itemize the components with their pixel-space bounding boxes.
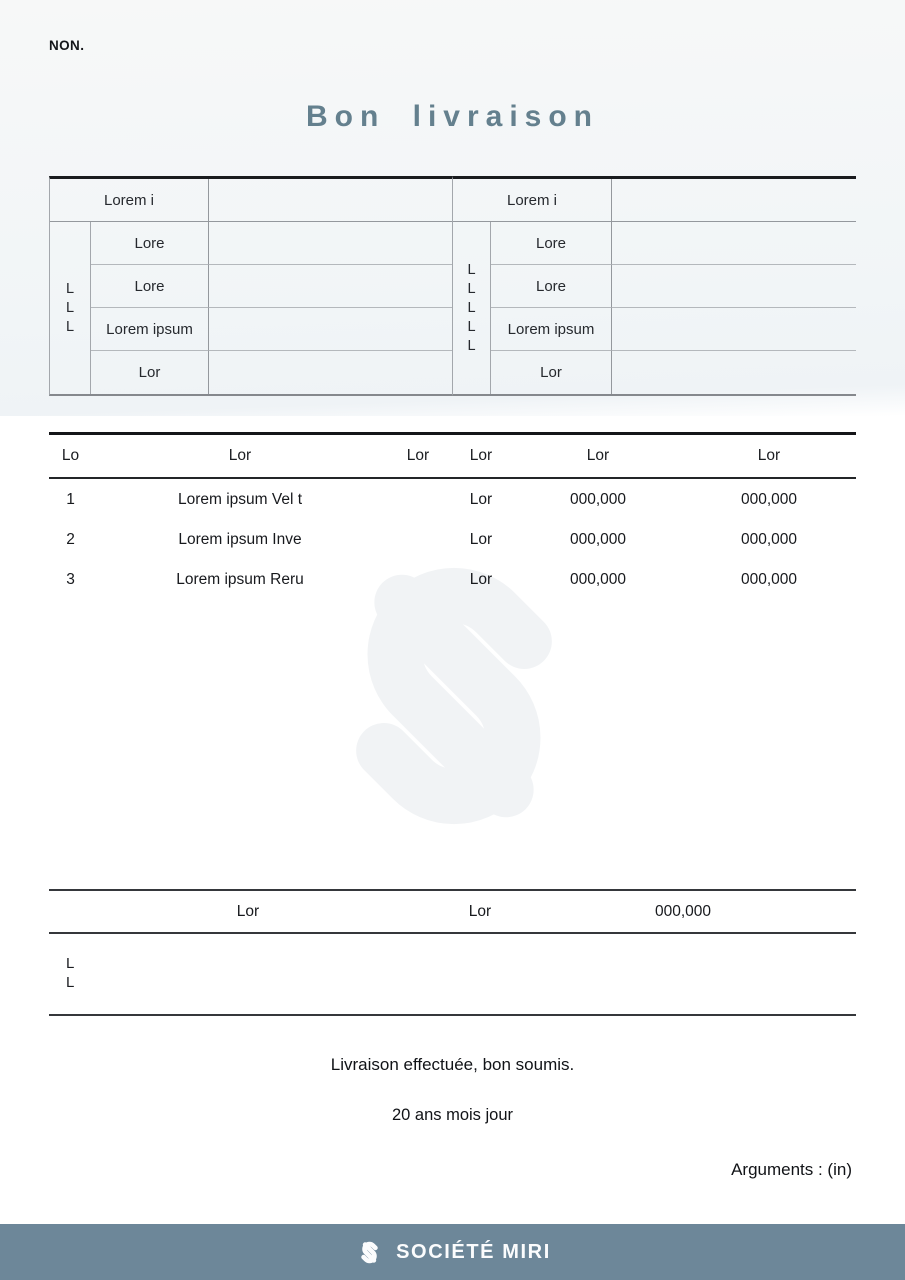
info-table-left bbox=[49, 176, 452, 396]
table-row bbox=[49, 520, 856, 560]
side-letter: L bbox=[467, 337, 476, 354]
item-designation: Lorem ipsum Reru bbox=[176, 571, 304, 588]
totals-row bbox=[49, 889, 856, 934]
info-tables bbox=[49, 176, 856, 396]
item-designation: Lorem ipsum Inve bbox=[178, 531, 302, 548]
column-header: Lor bbox=[406, 447, 430, 464]
column-header: Lor bbox=[757, 447, 781, 464]
item-total: 000,000 bbox=[740, 571, 798, 588]
column-header: Lor bbox=[469, 447, 493, 464]
side-letter: L bbox=[467, 318, 476, 335]
info-left-row-value bbox=[208, 265, 452, 308]
info-right-row-label: Lore bbox=[491, 222, 611, 265]
items-table bbox=[49, 432, 856, 600]
info-left-header-label: Lorem i bbox=[50, 179, 208, 222]
page-title: Bon livraison bbox=[305, 100, 600, 133]
item-qty: 000,000 bbox=[569, 491, 627, 508]
info-right-header-label: Lorem i bbox=[453, 179, 611, 222]
side-letter: L bbox=[65, 318, 75, 335]
note-line: L bbox=[66, 955, 75, 972]
item-qty: 000,000 bbox=[569, 571, 627, 588]
items-table-body bbox=[49, 479, 856, 600]
table-row bbox=[49, 480, 856, 520]
item-qty: 000,000 bbox=[569, 531, 627, 548]
info-right-side-letters bbox=[453, 222, 491, 394]
totals-label: Lor bbox=[236, 902, 260, 920]
s-mark-logo-icon bbox=[354, 1237, 385, 1268]
side-letter: L bbox=[467, 280, 476, 297]
totals-amount: 000,000 bbox=[654, 902, 712, 920]
column-header: Lor bbox=[228, 447, 252, 464]
info-left-side-letters bbox=[50, 222, 91, 394]
info-left-row-label: Lor bbox=[138, 364, 161, 381]
column-header: Lor bbox=[586, 447, 610, 464]
info-right-header-value bbox=[611, 179, 856, 222]
footer-bar bbox=[0, 1224, 905, 1280]
side-letter: L bbox=[467, 261, 476, 278]
notes-section bbox=[49, 932, 856, 1016]
footer-company-name: SOCIÉTÉ MIRI bbox=[396, 1240, 551, 1263]
item-unit: Lor bbox=[469, 571, 493, 588]
item-number: 3 bbox=[66, 571, 75, 588]
items-table-header bbox=[49, 432, 856, 479]
info-left-row-label: Lorem ipsum bbox=[91, 308, 208, 351]
side-letter: L bbox=[65, 280, 75, 297]
info-left-row-label: Lore bbox=[91, 222, 208, 265]
info-right-row-value bbox=[611, 222, 856, 265]
item-number: 1 bbox=[66, 491, 75, 508]
item-unit: Lor bbox=[469, 531, 493, 548]
column-header: Lo bbox=[61, 447, 80, 464]
item-number: 2 bbox=[66, 531, 75, 548]
item-total: 000,000 bbox=[740, 531, 798, 548]
totals-unit: Lor bbox=[468, 902, 492, 920]
table-row bbox=[49, 560, 856, 600]
side-letter: L bbox=[467, 299, 476, 316]
info-left-row-value bbox=[208, 351, 452, 394]
info-table-right bbox=[452, 176, 856, 396]
date-line: 20 ans mois jour bbox=[391, 1106, 514, 1124]
info-right-row-value bbox=[611, 308, 856, 351]
note-line: L bbox=[66, 974, 75, 991]
item-designation: Lorem ipsum Vel t bbox=[177, 491, 303, 508]
info-right-row-value bbox=[611, 351, 856, 394]
info-left-row-value bbox=[208, 308, 452, 351]
document-number: NON. bbox=[49, 38, 85, 53]
item-total: 000,000 bbox=[740, 491, 798, 508]
info-right-row-label: Lorem ipsum bbox=[491, 308, 611, 351]
item-unit: Lor bbox=[469, 491, 493, 508]
info-left-row-value bbox=[208, 222, 452, 265]
info-right-row-label: Lor bbox=[540, 364, 562, 381]
info-right-row-value bbox=[611, 265, 856, 308]
info-left-header-value bbox=[208, 179, 452, 222]
info-left-row-label: Lore bbox=[91, 265, 208, 308]
delivery-statement: Livraison effectuée, bon soumis. bbox=[330, 1055, 575, 1074]
side-letter: L bbox=[65, 299, 75, 316]
info-right-row-label: Lore bbox=[491, 265, 611, 308]
arguments-line: Arguments : (in) bbox=[731, 1160, 852, 1179]
